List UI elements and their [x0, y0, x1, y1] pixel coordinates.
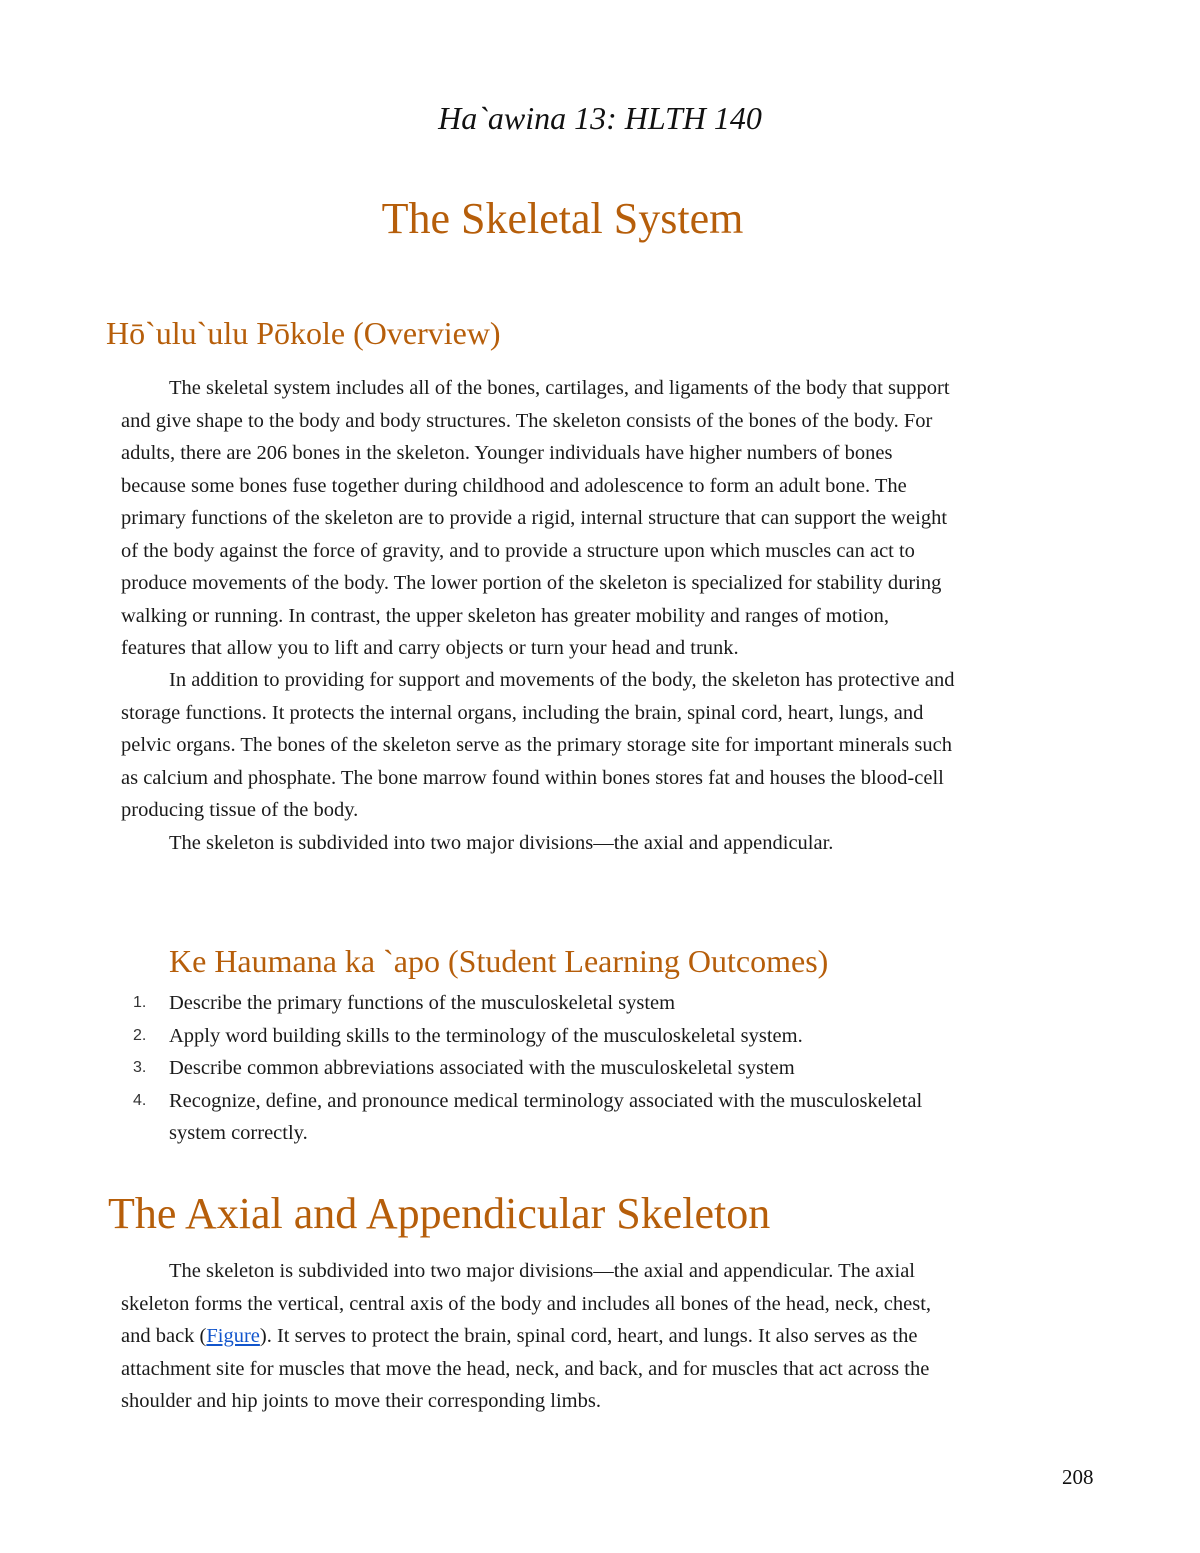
paragraph-line: pelvic organs. The bones of the skeleton serve as the primary storage site for important minerals such	[121, 734, 952, 756]
list-item	[121, 1020, 1081, 1053]
list-item-text: Apply word building skills to the terminology of the musculoskeletal system.	[169, 1024, 803, 1047]
paragraph-line: storage functions. It protects the internal organs, including the brain, spinal cord, heart, lungs, and	[121, 701, 924, 724]
list-number: 1.	[133, 994, 147, 1011]
text-fragment: and back (	[121, 1325, 207, 1347]
list-number: 3.	[133, 1059, 147, 1076]
figure-link[interactable]: Figure	[206, 1325, 260, 1347]
paragraph-line	[121, 1320, 1081, 1353]
axial-paragraph	[121, 1255, 1081, 1418]
paragraph-line: primary functions of the skeleton are to provide a rigid, internal structure that can support the weight	[121, 507, 948, 529]
paragraph-line: and give shape to the body and body structures. The skeleton consists of the bones of the body. For	[121, 409, 933, 432]
paragraph-line: The skeleton is subdivided into two major divisions—the axial and appendicular.	[169, 832, 834, 854]
outcomes-heading: Ke Haumana ka `apo (Student Learning Outcomes)	[169, 943, 829, 979]
page-number: 208	[1062, 1465, 1094, 1489]
axial-heading: The Axial and Appendicular Skeleton	[108, 1189, 771, 1238]
paragraph-line: skeleton forms the vertical, central axis of the body and includes all bones of the head, neck, chest,	[121, 1292, 932, 1315]
course-header: Ha`awina 13: HLTH 140	[438, 100, 762, 136]
overview-paragraph-3	[121, 827, 1081, 860]
paragraph-line: In addition to providing for support and movements of the body, the skeleton has protective and	[169, 669, 955, 691]
paragraph-line: produce movements of the body. The lower portion of the skeleton is specialized for stability during	[121, 572, 942, 594]
text-fragment: ). It serves to protect the brain, spinal cord, heart, and lungs. It also serves as the	[259, 1325, 918, 1347]
paragraph-line: as calcium and phosphate. The bone marrow found within bones stores fat and houses the blood-cell	[121, 766, 944, 789]
paragraph-line: of the body against the force of gravity, and to provide a structure upon which muscles can act to	[121, 539, 915, 562]
list-item-text: Recognize, define, and pronounce medical terminology associated with the musculoskeletal	[169, 1089, 923, 1112]
overview-paragraph-2	[121, 664, 1081, 827]
list-item-text: system correctly.	[169, 1122, 308, 1144]
list-item	[121, 1085, 1081, 1150]
paragraph-line: shoulder and hip joints to move their corresponding limbs.	[121, 1390, 601, 1412]
list-item	[121, 1052, 1081, 1085]
list-number: 2.	[133, 1026, 147, 1044]
overview-heading: Hō`ulu`ulu Pōkole (Overview)	[106, 315, 501, 351]
list-item-text: Describe the primary functions of the musculoskeletal system	[169, 992, 676, 1014]
overview-paragraph-1	[121, 372, 1081, 665]
list-item	[121, 987, 1081, 1020]
paragraph-line: The skeleton is subdivided into two major divisions—the axial and appendicular. The axial	[169, 1260, 916, 1282]
paragraph-line: attachment site for muscles that move the head, neck, and back, and for muscles that act across the	[121, 1357, 930, 1380]
paragraph-line: walking or running. In contrast, the upper skeleton has greater mobility and ranges of motion,	[121, 604, 889, 627]
paragraph-line: features that allow you to lift and carry objects or turn your head and trunk.	[121, 637, 739, 659]
paragraph-line: adults, there are 206 bones in the skeleton. Younger individuals have higher numbers of bones	[121, 442, 893, 464]
paragraph-line: because some bones fuse together during childhood and adolescence to form an adult bone. The	[121, 474, 907, 497]
list-item-text: Describe common abbreviations associated with the musculoskeletal system	[169, 1057, 795, 1079]
list-number: 4.	[133, 1091, 147, 1109]
page-title: The Skeletal System	[381, 194, 744, 243]
outcomes-list	[121, 987, 1081, 1150]
paragraph-line: producing tissue of the body.	[121, 799, 359, 821]
paragraph-line: The skeletal system includes all of the bones, cartilages, and ligaments of the body that support	[169, 377, 950, 399]
